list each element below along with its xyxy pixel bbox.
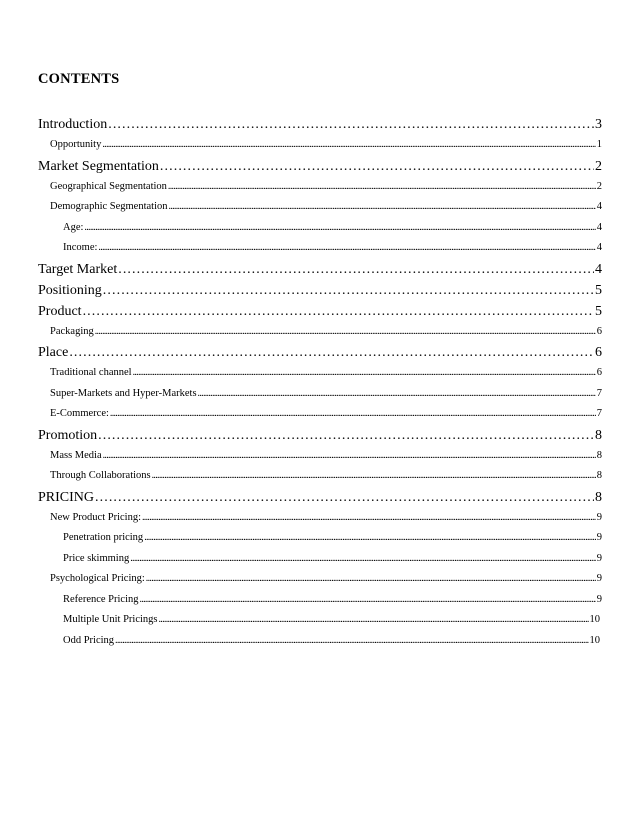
dot-leader [95,487,594,508]
table-of-contents [38,114,602,651]
toc-entry[interactable] [38,177,602,198]
toc-entry-label: Psychological Pricing: [50,573,145,584]
toc-entry-page: 4 [596,221,602,233]
toc-entry-label: PRICING [38,489,95,505]
toc-entry-label: Introduction [38,117,108,132]
toc-entry[interactable] [38,569,602,590]
dot-leader [103,280,594,301]
toc-entry[interactable] [38,218,602,239]
dot-leader [83,301,594,322]
dot-leader [140,590,596,611]
dot-leader [159,610,589,631]
toc-entry-label: Place [38,345,69,360]
dot-leader [110,404,596,425]
toc-entry-page: 6 [595,345,602,360]
toc-entry-page: 2 [595,158,602,174]
toc-entry[interactable] [38,384,602,405]
toc-entry-label: Market Segmentation [38,158,159,174]
dot-leader [168,177,596,198]
toc-entry-label: Mass Media [50,449,102,461]
toc-entry[interactable] [38,425,602,446]
toc-entry-label: Reference Pricing [63,593,139,605]
toc-entry-label: Age: [63,221,84,233]
toc-entry[interactable] [38,114,602,135]
toc-entry-page: 3 [595,117,602,132]
dot-leader [98,425,594,446]
toc-entry-page: 4 [596,242,602,253]
toc-entry-page: 8 [595,489,602,505]
toc-entry[interactable] [38,259,602,280]
toc-entry[interactable] [38,135,602,156]
dot-leader [103,446,596,467]
toc-entry-page: 9 [596,511,602,523]
toc-entry-page: 10 [589,614,600,625]
toc-entry-label: Super-Markets and Hyper-Markets [50,387,197,399]
toc-entry-label: Opportunity [50,139,102,150]
toc-entry-page: 9 [596,593,602,605]
toc-entry-page: 8 [596,470,602,481]
toc-entry[interactable] [38,280,602,301]
toc-entry-label: Product [38,303,82,319]
toc-entry[interactable] [38,610,600,631]
toc-entry-page: 10 [589,634,600,646]
toc-entry-page: 7 [596,387,602,399]
toc-entry-page: 5 [595,303,602,319]
toc-entry-page: 9 [596,552,602,564]
toc-entry-page: 6 [596,325,602,337]
toc-heading: CONTENTS [38,71,120,87]
toc-entry[interactable] [38,549,602,570]
toc-entry[interactable] [38,197,602,218]
toc-entry-label: E-Commerce: [50,408,109,419]
toc-entry-label: Demographic Segmentation [50,201,168,212]
toc-entry[interactable] [38,156,602,177]
toc-entry-page: 9 [596,573,602,584]
toc-entry[interactable] [38,590,602,611]
dot-leader [130,549,596,570]
toc-entry[interactable] [38,446,602,467]
toc-entry[interactable] [38,404,602,425]
toc-entry[interactable] [38,322,602,343]
toc-entry-label: Positioning [38,282,102,298]
toc-entry-page: 4 [596,201,602,212]
dot-leader [118,259,594,280]
toc-entry[interactable] [38,508,602,529]
toc-entry-page: 4 [595,261,602,277]
toc-entry-label: Penetration pricing [63,532,144,543]
toc-entry[interactable] [38,301,602,322]
dot-leader [95,322,596,343]
toc-entry[interactable] [38,487,602,508]
toc-entry-page: 6 [596,367,602,378]
toc-entry[interactable] [38,238,602,259]
toc-entry-page: 8 [596,449,602,461]
toc-entry-label: Multiple Unit Pricings [63,614,158,625]
toc-entry[interactable] [38,342,602,363]
dot-leader [160,156,594,177]
toc-entry-page: 8 [595,427,602,443]
toc-entry-label: New Product Pricing: [50,511,141,523]
dot-leader [169,197,596,218]
toc-entry-page: 2 [596,180,602,192]
dot-leader [144,528,596,549]
dot-leader [146,569,596,590]
toc-entry-label: Packaging [50,325,94,337]
dot-leader [152,466,596,487]
toc-entry-label: Through Collaborations [50,470,151,481]
dot-leader [102,135,595,156]
toc-entry[interactable] [38,631,600,652]
toc-entry[interactable] [38,363,602,384]
toc-entry-label: Geographical Segmentation [50,180,167,192]
dot-leader [69,342,594,363]
toc-entry-page: 1 [596,139,602,150]
dot-leader [108,114,594,135]
toc-entry-page: 7 [596,408,602,419]
toc-entry-page: 5 [595,282,602,298]
toc-entry[interactable] [38,528,602,549]
toc-entry-label: Odd Pricing [63,634,115,646]
dot-leader [84,218,595,239]
dot-leader [115,631,588,652]
dot-leader [133,363,596,384]
toc-entry-label: Promotion [38,427,98,443]
dot-leader [142,508,596,529]
dot-leader [198,384,596,405]
toc-entry-label: Price skimming [63,552,130,564]
toc-entry-label: Target Market [38,261,118,277]
toc-entry[interactable] [38,466,602,487]
toc-entry-label: Traditional channel [50,367,132,378]
toc-entry-label: Income: [63,242,98,253]
dot-leader [98,238,595,259]
toc-entry-page: 9 [596,532,602,543]
